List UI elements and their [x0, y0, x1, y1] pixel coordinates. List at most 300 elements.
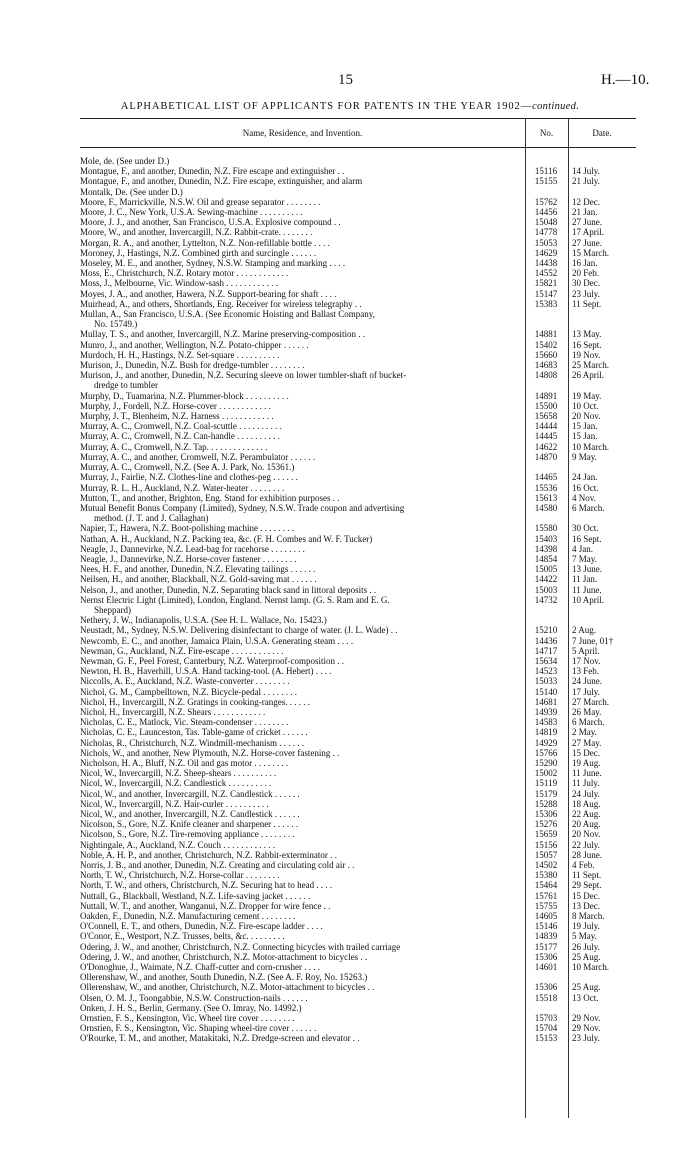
applicant-entry: Ornstien, F. S., Kensington, Vic. Wheel tire cover . . . . . . . . [80, 1013, 295, 1024]
patent-number: 14445 [534, 431, 558, 442]
table-row [80, 799, 636, 809]
patent-number: 14819 [534, 727, 558, 738]
application-date: 10 April. [572, 594, 605, 605]
applicant-entry: Ornstien, F. S., Kensington, Vic. Shaping wheel-tire cover . . . . . . [80, 1023, 317, 1034]
patent-number: 14629 [534, 247, 558, 258]
applicant-entry: Moss, J., Melbourne, Vic. Window-sash . . . . . . . . . . . . [80, 278, 279, 289]
applicant-entry: O'Donoghue, J., Waimate, N.Z. Chaff-cutter and corn-crusher . . . . [80, 962, 320, 973]
patent-number: 14854 [534, 553, 558, 564]
table-row [80, 503, 636, 523]
applicant-entry: Murray, A. C., Cromwell, N.Z. Tap. . . . . . . . . . . . . . [80, 441, 268, 452]
applicant-entry: Moyes, J. A., and another, Hawera, N.Z. Support-bearing for shaft . . . . [80, 288, 337, 299]
application-date: 10 March. [572, 441, 609, 452]
applicant-entry: Mole, de. (See under D.) [80, 156, 170, 166]
application-date: 11 July. [572, 778, 600, 789]
application-date: 29 Sept. [572, 880, 602, 891]
table-row [80, 982, 636, 992]
patent-number: 15057 [534, 849, 558, 860]
patent-number: 15276 [534, 819, 558, 830]
application-date: 22 Aug. [572, 809, 601, 819]
patent-number: 15536 [534, 482, 558, 493]
application-date: 19 Aug. [572, 757, 601, 768]
column-header-name: Name, Residence, and Invention. [242, 128, 363, 138]
applicant-entry: Nicholson, H. A., Bluff, N.Z. Oil and gas motor . . . . . . . . [80, 757, 289, 768]
table-row [80, 493, 636, 503]
table-row [80, 176, 636, 186]
patent-number: 14717 [534, 645, 558, 656]
patent-number: 14523 [534, 666, 558, 677]
patent-number: 15288 [534, 798, 558, 809]
application-date: 7 June, 01† [572, 635, 614, 646]
application-date: 23 July. [572, 1033, 600, 1044]
table-row [80, 1013, 636, 1023]
applicant-entry: Onken, J. H. S., Berlin, Germany. (See O. Imray, No. 14992.) [80, 1002, 302, 1013]
table-row [80, 442, 636, 452]
column-header-no: No. [539, 128, 554, 138]
applicant-entry: Moseley, M. E., and another, Sydney, N.S.W. Stamping and marking . . . . [80, 258, 346, 269]
applicant-entry: Nicholas, C. E., Launceston, Tas. Table-game of cricket . . . . . . [80, 727, 308, 738]
table-row [80, 523, 636, 533]
application-date: 20 Aug. [572, 819, 601, 830]
applicant-entry: Mutton, T., and another, Brighton, Eng. Stand for exhibition purposes . . [80, 492, 340, 503]
application-date: 28 June. [572, 849, 602, 860]
table-row [80, 636, 636, 646]
application-date: 21 July. [572, 176, 600, 187]
application-date: 11 June. [572, 584, 602, 595]
table-row [80, 615, 636, 625]
table-row [80, 625, 636, 635]
application-date: 20 Nov. [572, 829, 601, 840]
table-row [80, 860, 636, 870]
applicant-entry: Nernst Electric Light (Limited), London, England. Nernst lamp. (G. S. Ram and E. G. [80, 594, 390, 605]
applicant-entry: Nicholas, R., Christchurch, N.Z. Windmill-mechanism . . . . . . [80, 737, 304, 748]
application-date: 19 Nov. [572, 349, 601, 360]
patent-number: 14839 [534, 931, 558, 942]
applicant-entry: Murray, R. L. H., Auckland, N.Z. Water-heater . . . . . . . . [80, 482, 285, 493]
table-row [80, 544, 636, 554]
patent-number: 14808 [534, 370, 558, 381]
patent-number: 15821 [534, 278, 558, 289]
patent-number: 15179 [534, 788, 558, 799]
applicant-entry: Nicol, W., and another, Invercargill, N.Z. Candlestick . . . . . . [80, 788, 300, 799]
applicant-entry: Nicol, W., Invercargill, N.Z. Sheep-shears . . . . . . . . . . [80, 768, 277, 779]
application-date: 15 March. [572, 247, 609, 258]
application-date: 16 Oct. [572, 482, 599, 493]
application-date: 14 July. [572, 166, 600, 177]
patent-number: 14601 [534, 962, 558, 973]
application-date: 4 Feb. [572, 860, 595, 871]
application-date: 17 July. [572, 686, 600, 697]
applicant-entry: O'Connell, E. T., and others, Dunedin, N.Z. Fire-escape ladder . . . . [80, 921, 323, 932]
applicant-entry: Munro, J., and another, Wellington, N.Z. Potato-chipper . . . . . . [80, 339, 309, 350]
table-row [80, 227, 636, 237]
application-date: 4 Jan. [572, 543, 593, 554]
applicant-entry: Olsen, O. M. J., Toongabbie, N.S.W. Construction-nails . . . . . . [80, 992, 308, 1003]
table-row [80, 931, 636, 941]
application-date: 21 Jan. [572, 207, 598, 218]
patent-number: 15580 [534, 523, 558, 534]
column-header-date: Date. [592, 128, 612, 138]
applicant-entry: Nees, H. F., and another, Dunedin, N.Z. Elevating tailings . . . . . . [80, 564, 316, 575]
application-date: 2 May. [572, 727, 597, 738]
application-date: 5 May. [572, 931, 597, 942]
application-date: 13 June. [572, 564, 602, 575]
application-date: 4 Nov. [572, 492, 596, 503]
applicant-entry: Neagle, J., Dannevirke, N.Z. Lead-bag for racehorse . . . . . . . . [80, 543, 305, 554]
applicant-entry: Newton, H. B., Haverhill, U.S.A. Hand tacking-tool. (A. Hebert) . . . . [80, 666, 332, 677]
table-row [80, 595, 636, 615]
application-date: 24 Jan. [572, 472, 598, 483]
application-date: 29 Nov. [572, 1013, 601, 1024]
applicant-entry: O'Rourke, T. M., and another, Matakitaki, N.Z. Dredge-screen and elevator . . [80, 1033, 360, 1044]
table-row [80, 472, 636, 482]
patent-number: 15660 [534, 349, 558, 360]
patent-number: 15518 [534, 992, 558, 1003]
patent-number: 15146 [534, 921, 558, 932]
patent-number: 14870 [534, 451, 558, 462]
patent-number: 15116 [534, 166, 558, 177]
patent-number: 14552 [534, 268, 558, 279]
application-date: 22 July. [572, 839, 600, 850]
application-date: 17 April. [572, 227, 605, 238]
applicant-entry: Murray, A. C., Cromwell, N.Z. (See A. J. Park, No. 15361.) [80, 462, 295, 473]
applicant-entry: Newman, G., Auckland, N.Z. Fire-escape . . . . . . . . . . . . [80, 645, 284, 656]
table-row [80, 248, 636, 258]
applicant-entry: Morgan, R. A., and another, Lyttelton, N.Z. Non-refillable bottle . . . . [80, 237, 330, 248]
applicant-entry: Mutual Benefit Bonus Company (Limited), Sydney, N.S.W. Trade coupon and advertising [80, 502, 405, 513]
table-row [80, 758, 636, 768]
table-row [80, 1023, 636, 1033]
applicant-entry: Oakden, F., Dunedin, N.Z. Manufacturing cement . . . . . . . . [80, 911, 296, 922]
applicant-entry: Ollerenshaw, W., and another, South Dunedin, N.Z. (See A. F. Roy, No. 15263.) [80, 972, 368, 983]
application-date: 19 July. [572, 921, 600, 932]
patent-number: 14583 [534, 717, 558, 728]
patent-number: 14580 [534, 502, 558, 513]
table-row [80, 697, 636, 707]
patent-number: 15464 [534, 880, 558, 891]
table-row [80, 238, 636, 248]
application-date: 2 Aug. [572, 625, 597, 636]
applicant-entry: Nicol, W., and another, Invercargill, N.Z. Candlestick . . . . . . [80, 809, 300, 819]
application-date: 26 April. [572, 370, 605, 381]
application-date: 27 June. [572, 237, 602, 248]
application-date: 11 Jan. [572, 574, 598, 585]
table-row [80, 187, 636, 197]
patent-number: 14436 [534, 635, 558, 646]
table-row [80, 309, 636, 329]
patent-number: 15634 [534, 655, 558, 666]
table-row [80, 819, 636, 829]
table-row [80, 850, 636, 860]
patent-number: 15306 [534, 951, 558, 962]
table-row [80, 585, 636, 595]
table-row [80, 778, 636, 788]
applicant-entry: Nicholas, C. E., Matlock, Vic. Steam-condenser . . . . . . . . [80, 717, 289, 728]
application-date: 20 Feb. [572, 268, 599, 279]
applicant-entry: Nicol, W., Invercargill, N.Z. Hair-curler . . . . . . . . . . [80, 798, 269, 809]
patent-number: 15766 [534, 747, 558, 758]
page-number: 15 [338, 72, 353, 88]
patent-number: 15755 [534, 900, 558, 911]
table-row [80, 340, 636, 350]
table-row [80, 656, 636, 666]
table-row [80, 1033, 636, 1043]
application-date: 23 July. [572, 288, 600, 299]
applicant-entry: Nethery, J. W., Indianapolis, U.S.A. (See H. L. Wallace, No. 15423.) [80, 615, 327, 626]
patent-number: 15003 [534, 584, 558, 595]
patent-number: 14778 [534, 227, 558, 238]
table-row [80, 880, 636, 890]
applicant-entry: Murray, A. C., Cromwell, N.Z. Can-handle . . . . . . . . . . [80, 431, 280, 442]
applicant-entry: Odering, J. W., and another, Christchurch, N.Z. Connecting bicycles with trailed carriage [80, 941, 401, 952]
patent-number: 15403 [534, 533, 558, 544]
applicant-entry: Nuttall, G., Blackball, Westland, N.Z. Life-saving jacket . . . . . . [80, 890, 311, 901]
table-row [80, 350, 636, 360]
applicant-entry: Murray, J., Fairlie, N.Z. Clothes-line and clothes-peg . . . . . . [80, 472, 298, 483]
table-row [80, 901, 636, 911]
applicant-entry: Napier, T., Hawera, N.Z. Boot-polishing machine . . . . . . . . [80, 523, 295, 534]
applicant-entry: North, T. W., Christchurch, N.Z. Horse-collar . . . . . . . . [80, 870, 280, 881]
patent-number: 14939 [534, 706, 558, 717]
table-row [80, 421, 636, 431]
table-row [80, 942, 636, 952]
table-row [80, 462, 636, 472]
table-row [80, 574, 636, 584]
applicant-entry: Neagle, J., Dannevirke, N.Z. Horse-cover fastener . . . . . . . . [80, 553, 297, 564]
patent-number: 14732 [534, 594, 558, 605]
patent-number: 15659 [534, 829, 558, 840]
applicant-entry: Neustadt, M., Sydney, N.S.W. Delivering disinfectant to charge of water. (J. L. Wade) . . [80, 625, 398, 636]
table-row [80, 534, 636, 544]
application-date: 16 Sept. [572, 533, 602, 544]
table-row [80, 217, 636, 227]
patent-number: 14881 [534, 329, 558, 340]
applicant-entry: Nicolson, S., Gore, N.Z. Tire-removing appliance . . . . . . . . [80, 829, 295, 840]
patent-number: 14681 [534, 696, 558, 707]
title-text: ALPHABETICAL LIST OF APPLICANTS FOR PATENTS IN THE YEAR 1902— [120, 101, 533, 112]
patent-number: 15155 [534, 176, 558, 187]
patent-number: 14444 [534, 421, 558, 432]
application-date: 20 Nov. [572, 411, 601, 422]
application-date: 24 July. [572, 788, 600, 799]
table-row [80, 197, 636, 207]
applicant-entry: Odering, J. W., and another, Christchurch, N.Z. Motor-attachment to bicycles . . [80, 951, 368, 962]
table-row [80, 646, 636, 656]
applicant-entry: O'Conor, E., Westport, N.Z. Trusses, belts, &c. . . . . . . . . [80, 931, 285, 942]
applicant-entry: Niccolls, A. E., Auckland, N.Z. Waste-converter . . . . . . . . [80, 676, 290, 687]
applicant-entry-continued: method. (J. T. and J. Callaghan) [94, 513, 209, 524]
table-row [80, 483, 636, 493]
table-row [80, 207, 636, 217]
application-date: 11 Sept. [572, 298, 602, 309]
table-row [80, 921, 636, 931]
application-date: 15 Dec. [572, 890, 600, 901]
applicant-entry: Montalk, De. (See under D.) [80, 186, 183, 197]
application-date: 27 June. [572, 217, 602, 228]
table-row [80, 370, 636, 390]
table-row [80, 676, 636, 686]
application-date: 25 March. [572, 360, 609, 371]
table-row [80, 911, 636, 921]
applicant-entry: Muirhead, A., and others, Shortlands, Eng. Receiver for wireless telegraphy . . [80, 298, 362, 309]
patent-number: 15402 [534, 339, 558, 350]
patent-number: 15210 [534, 625, 558, 636]
patent-number: 15005 [534, 564, 558, 575]
table-row [80, 993, 636, 1003]
applicant-entry: North, T. W., and others, Christchurch, N.Z. Securing hat to head . . . . [80, 880, 333, 891]
table-row [80, 870, 636, 880]
table-row [80, 401, 636, 411]
applicant-entry: Nelson, J., and another, Dunedin, N.Z. Separating black sand in littoral deposits . . [80, 584, 377, 595]
page-code: H.—10. [601, 72, 650, 88]
applicant-entry: Murdoch, H. H., Hastings, N.Z. Set-square . . . . . . . . . . [80, 349, 280, 360]
table-row [80, 707, 636, 717]
patent-number: 15704 [534, 1023, 558, 1034]
application-date: 16 Sept. [572, 339, 602, 350]
patent-number: 15147 [534, 288, 558, 299]
applicant-entry: Ollerenshaw, W., and another, Christchurch, N.Z. Motor-attachment to bicycles . . [80, 982, 375, 993]
patent-number: 14456 [534, 207, 558, 218]
patent-number: 15156 [534, 839, 558, 850]
applicant-entry: Newcomb, E. C., and another, Jamaica Plain, U.S.A. Generating steam . . . . [80, 635, 354, 646]
application-date: 26 July. [572, 941, 600, 952]
patent-number: 15762 [534, 196, 558, 207]
patent-number: 15153 [534, 1033, 558, 1044]
application-date: 5 April. [572, 645, 600, 656]
applicant-entry-continued: Sheppard) [94, 604, 131, 615]
applicant-entry: Murphy, J., Fordell, N.Z. Horse-cover . . . . . . . . . . . . [80, 400, 271, 411]
patent-number: 15290 [534, 757, 558, 768]
table-row [80, 789, 636, 799]
applicant-entry: Moore, J. J., and another, San Francisco, U.S.A. Explosive compound . . [80, 217, 341, 228]
applicant-entry: Mullay, T. S., and another, Invercargill, N.Z. Marine preserving-composition . . [80, 329, 365, 340]
patent-number: 14605 [534, 911, 558, 922]
application-date: 16 Jan. [572, 258, 598, 269]
applicant-entry: Murray, A. C., Cromwell, N.Z. Coal-scuttle . . . . . . . . . . [80, 421, 282, 432]
applicant-entry: Noble, A. H. P., and another, Christchurch, N.Z. Rabbit-exterminator . . [80, 849, 337, 860]
application-date: 13 Oct. [572, 992, 599, 1003]
application-date: 27 May. [572, 737, 602, 748]
applicant-entry: Moore, F., Marrickville, N.S.W. Oil and grease separator . . . . . . . . [80, 196, 321, 207]
table-row [80, 391, 636, 401]
table-row [80, 1003, 636, 1013]
patent-number: 14438 [534, 258, 558, 269]
table-row [80, 166, 636, 176]
table-row [80, 666, 636, 676]
applicant-entry: Nathan, A. H., Auckland, N.Z. Packing tea, &c. (F. H. Combes and W. F. Tucker) [80, 533, 373, 544]
applicant-entry: Mullan, A., San Francisco, U.S.A. (See Economic Hoisting and Ballast Company, [80, 309, 375, 320]
applicant-entry: Nichol, H., Invercargill, N.Z. Gratings in cooking-ranges. . . . . . [80, 696, 311, 707]
patent-number: 14398 [534, 543, 558, 554]
table-header [80, 118, 636, 148]
patent-number: 15658 [534, 411, 558, 422]
patent-number: 15119 [534, 778, 558, 789]
application-date: 25 Aug. [572, 982, 601, 993]
applicant-entry-continued: dredge to tumbler [94, 380, 158, 391]
table-row [80, 360, 636, 370]
table-row [80, 289, 636, 299]
table-row [80, 840, 636, 850]
application-date: 8 March. [572, 911, 605, 922]
application-date: 13 Dec. [572, 900, 600, 911]
application-date: 7 May. [572, 553, 597, 564]
applicant-entry-continued: No. 15749.) [94, 319, 138, 330]
table-row [80, 329, 636, 339]
table-row [80, 268, 636, 278]
patent-number: 15306 [534, 809, 558, 819]
table-row [80, 564, 636, 574]
table-row [80, 727, 636, 737]
application-date: 11 Sept. [572, 870, 602, 881]
application-date: 19 May. [572, 390, 602, 401]
applicant-entry: Nuttall, W. T., and another, Wanganui, N.Z. Dropper for wire fence . . [80, 900, 331, 911]
patent-number: 15033 [534, 676, 558, 687]
applicant-entry: Murray, A. C., and another, Cromwell, N.Z. Perambulator . . . . . . [80, 451, 316, 462]
applicant-entry: Newman, G. F., Peel Forest, Canterbury, N.Z. Waterproof-composition . . [80, 655, 345, 666]
applicant-entry: Nichol, H., Invercargill, N.Z. Shears . . . . . . . . . . . . [80, 706, 266, 717]
applicant-entry: Norris, J. B., and another, Dunedin, N.Z. Creating and circulating cold air . . [80, 860, 355, 871]
application-date: 10 Oct. [572, 400, 599, 411]
applicant-entry: Moore, W., and another, Invercargill, N.Z. Rabbit-crate. . . . . . . . [80, 227, 313, 238]
patent-number: 14683 [534, 360, 558, 371]
patent-number: 15177 [534, 941, 558, 952]
application-date: 15 Jan. [572, 431, 598, 442]
table-row [80, 452, 636, 462]
patent-number: 15048 [534, 217, 558, 228]
application-date: 6 March. [572, 502, 605, 513]
table-row [80, 258, 636, 268]
table-row [80, 972, 636, 982]
application-date: 27 March. [572, 696, 609, 707]
table-row [80, 952, 636, 962]
patent-number: 14465 [534, 472, 558, 483]
page-title [0, 101, 700, 112]
patent-number: 15761 [534, 890, 558, 901]
applicant-entry: Murison, J., and another, Dunedin, N.Z. Securing sleeve on lower tumbler-shaft of bucket- [80, 370, 407, 381]
table-row [80, 717, 636, 727]
application-date: 11 June. [572, 768, 602, 779]
applicant-entry: Moss, E., Christchurch, N.Z. Rotary motor . . . . . . . . . . . . [80, 268, 289, 279]
application-date: 12 Dec. [572, 196, 600, 207]
application-date: 9 May. [572, 451, 597, 462]
applicant-entry: Moroney, J., Hastings, N.Z. Combined girth and surcingle . . . . . . [80, 247, 317, 258]
patent-number: 15140 [534, 686, 558, 697]
patent-number: 15306 [534, 982, 558, 993]
applicant-entry: Montague, F., and another, Dunedin, N.Z. Fire escape, extinguisher, and alarm [80, 176, 363, 187]
table-row [80, 431, 636, 441]
application-date: 26 May. [572, 706, 602, 717]
application-date: 15 Jan. [572, 421, 598, 432]
table-row [80, 156, 636, 166]
application-date: 24 June. [572, 676, 602, 687]
application-date: 17 Nov. [572, 655, 601, 666]
applicant-entry: Neilsen, H., and another, Blackball, N.Z. Gold-saving mat . . . . . . [80, 574, 317, 585]
title-italic: continued. [532, 101, 580, 112]
table-row [80, 809, 636, 819]
applicant-entry: Nightingale, A., Auckland, N.Z. Couch . . . . . . . . . . . . [80, 839, 275, 850]
application-date: 30 Oct. [572, 523, 599, 534]
table-row [80, 962, 636, 972]
applicant-entry: Nichol, G. M., Campbelltown, N.Z. Bicycle-pedal . . . . . . . . [80, 686, 297, 697]
applicant-entry: Nicolson, S., Gore, N.Z. Knife cleaner and sharpener . . . . . . [80, 819, 299, 830]
patent-number: 14929 [534, 737, 558, 748]
patent-number: 15383 [534, 298, 558, 309]
table-row [80, 748, 636, 758]
patent-number: 14622 [534, 441, 558, 452]
application-date: 15 Dec. [572, 747, 600, 758]
application-date: 25 Aug. [572, 951, 601, 962]
patent-number: 15613 [534, 492, 558, 503]
